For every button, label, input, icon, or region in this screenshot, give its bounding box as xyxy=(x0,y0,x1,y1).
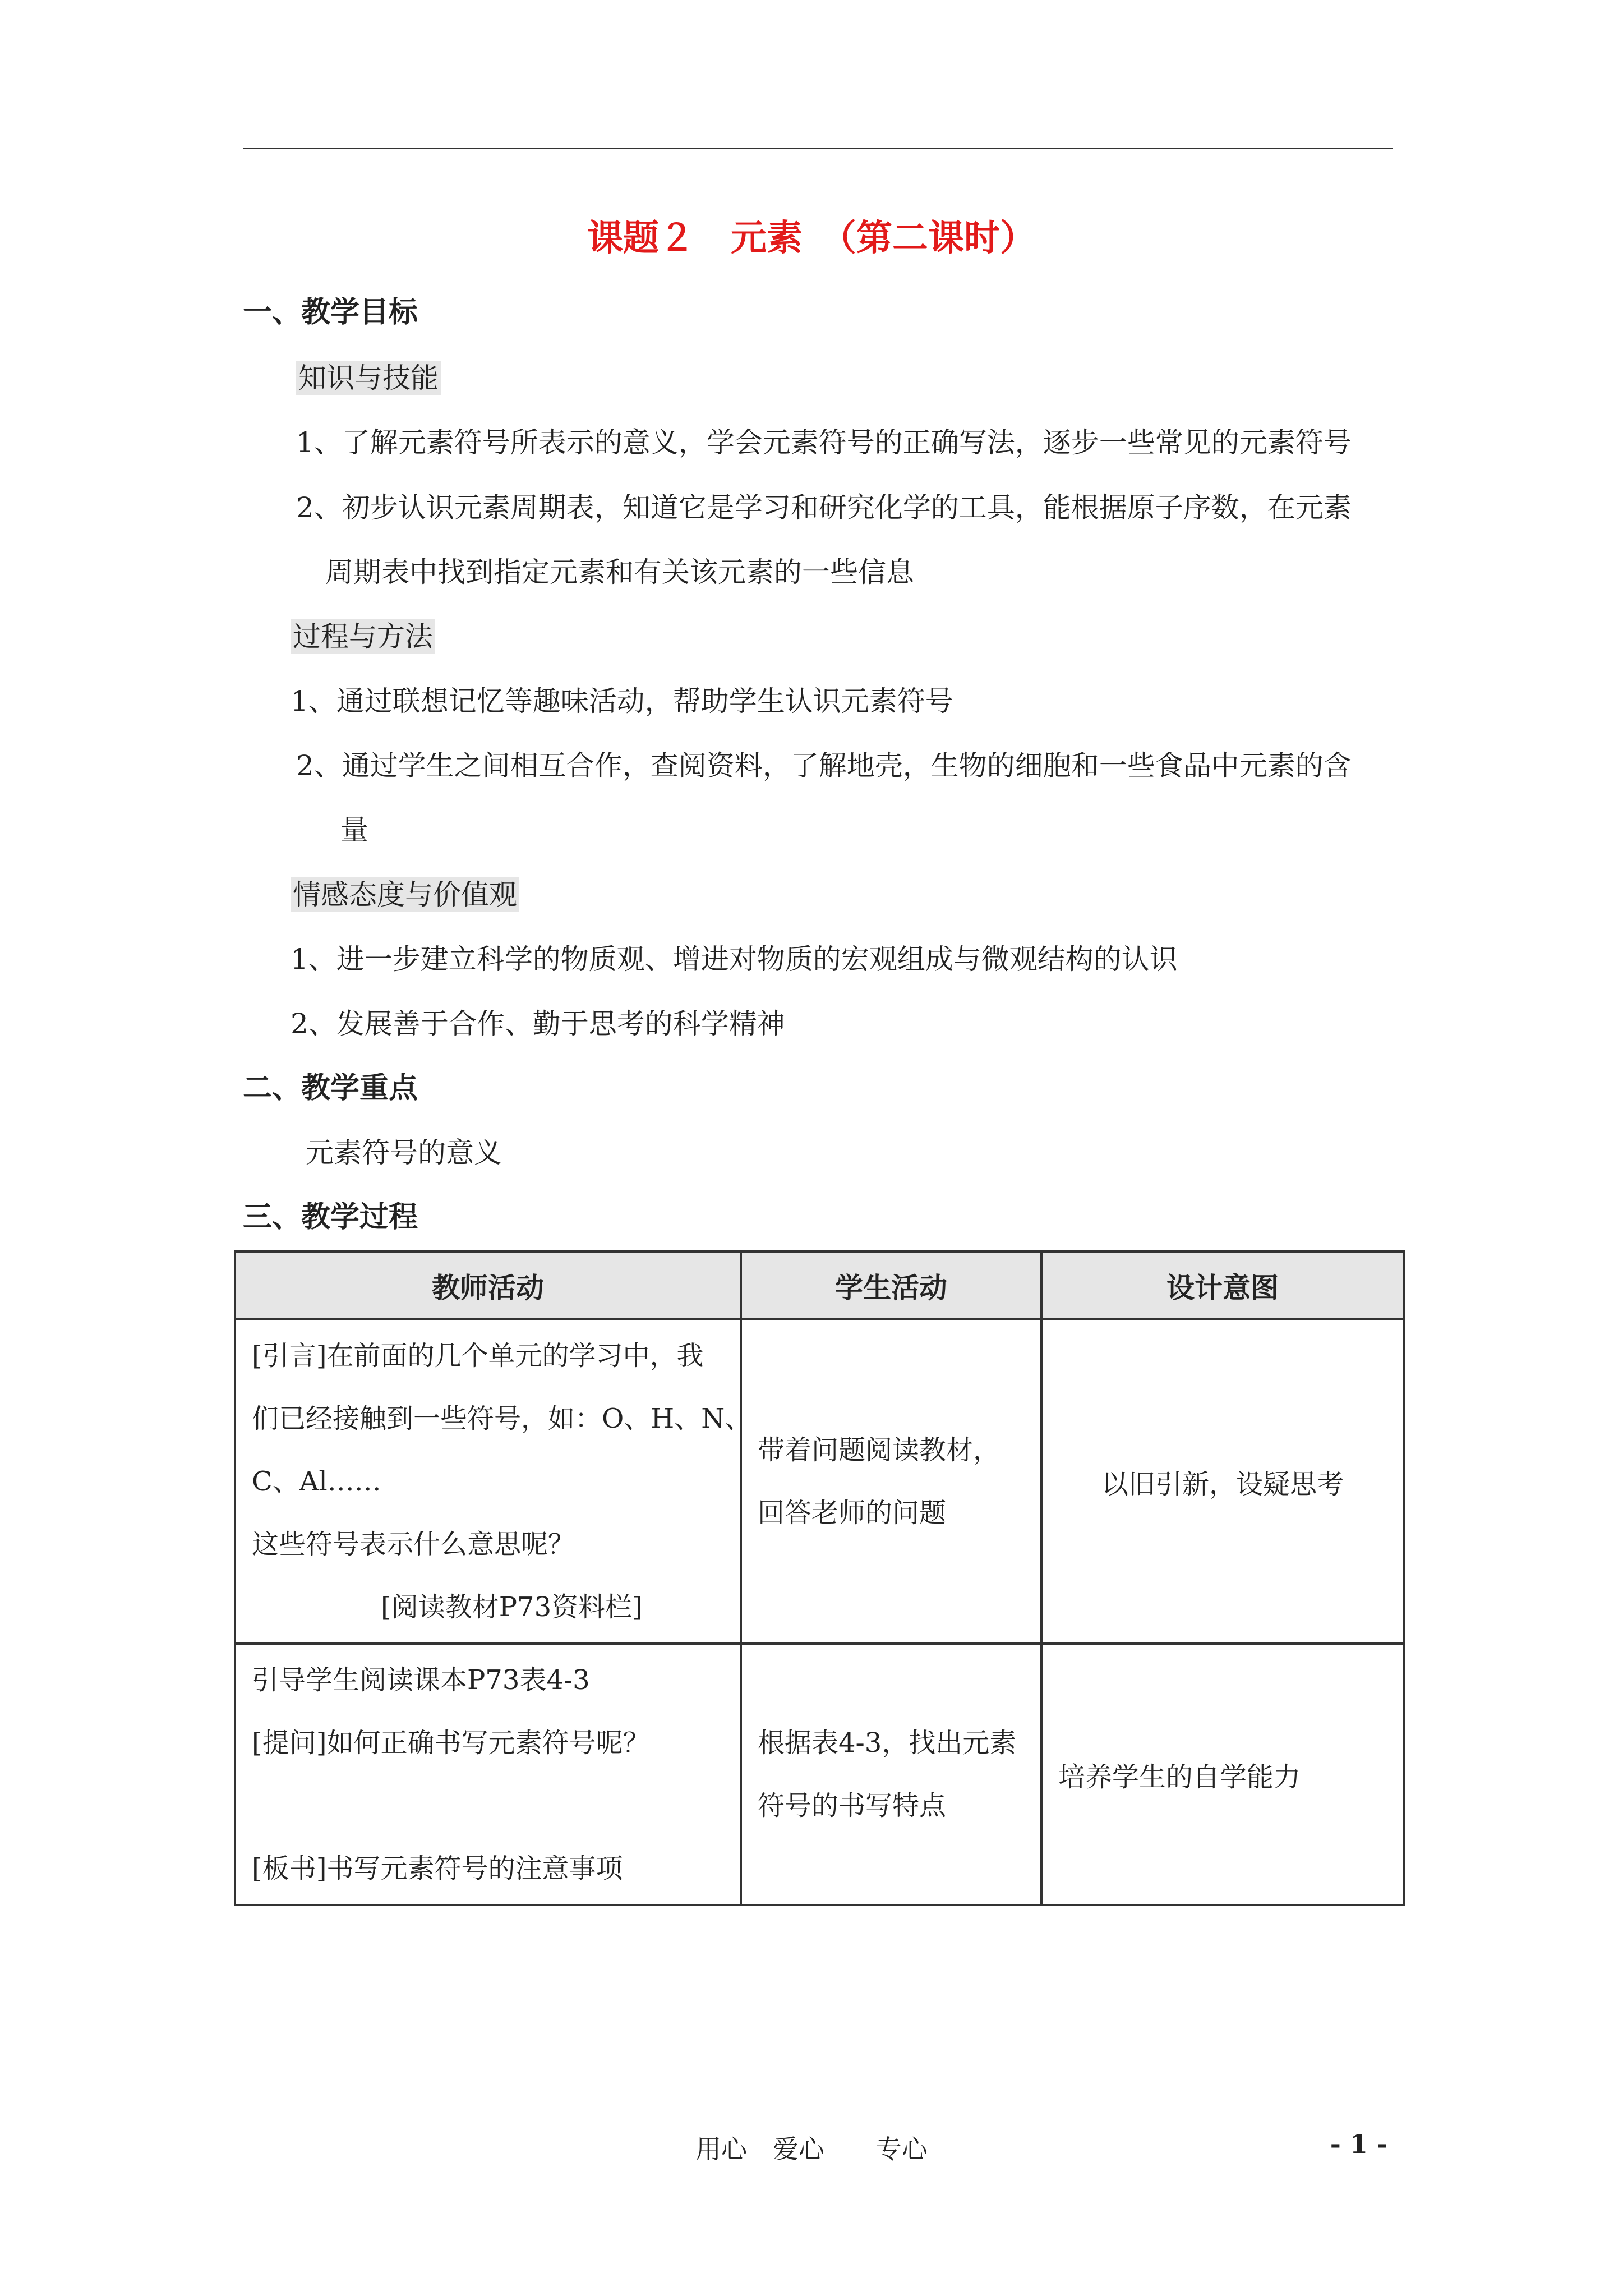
cell-line: 引导学生阅读课本P73表4-3 xyxy=(252,1664,590,1696)
goal-item: 1、了解元素符号所表示的意义，学会元素符号的正确写法，逐步一些常见的元素符号 xyxy=(296,426,1352,459)
student-activity-cell xyxy=(741,1319,1041,1644)
key-point-text: 元素符号的意义 xyxy=(306,1137,502,1169)
cell-line: 这些符号表示什么意思呢？ xyxy=(252,1529,575,1560)
cell-line: [板书]书写元素符号的注意事项 xyxy=(252,1853,623,1884)
table-header-row xyxy=(235,1251,1404,1319)
subheading-attitude: 情感态度与价值观 xyxy=(291,877,519,913)
goal-item: 2、通过学生之间相互合作，查阅资料，了解地壳，生物的细胞和一些食品中元素的含 xyxy=(296,749,1352,782)
teacher-activity-cell xyxy=(235,1644,741,1905)
goal-item: 1、通过联想记忆等趣味活动，帮助学生认识元素符号 xyxy=(291,685,953,717)
table-row xyxy=(235,1319,1404,1644)
subheading-knowledge: 知识与技能 xyxy=(296,360,441,396)
header-rule xyxy=(243,148,1393,149)
header-teacher-activity: 教师活动 xyxy=(235,1251,741,1319)
footer-motto: 用心 爱心 专心 xyxy=(695,2134,928,2164)
page-title: 课题２ 元素 （第二课时） xyxy=(587,217,1036,259)
header-student-activity: 学生活动 xyxy=(741,1251,1041,1319)
goal-item: 2、发展善于合作、勤于思考的科学精神 xyxy=(291,1007,785,1040)
cell-line: 符号的书写特点 xyxy=(758,1790,947,1821)
header-design-intent: 设计意图 xyxy=(1041,1251,1404,1319)
cell-line: 回答老师的问题 xyxy=(758,1497,947,1529)
section-heading-key-points: 二、教学重点 xyxy=(243,1071,418,1105)
cell-line: [阅读教材P73资料栏] xyxy=(381,1591,643,1623)
cell-line: 根据表4-3，找出元素 xyxy=(758,1727,1017,1759)
section-heading-goals: 一、教学目标 xyxy=(243,295,418,329)
goal-item-continued: 量 xyxy=(340,814,368,846)
design-intent-cell: 培养学生的自学能力 xyxy=(1041,1644,1404,1905)
cell-line: [提问]如何正确书写元素符号呢？ xyxy=(252,1727,650,1759)
table-row xyxy=(235,1644,1404,1905)
teacher-activity-cell xyxy=(235,1319,752,1644)
cell-line: C、Al…… xyxy=(252,1466,381,1497)
subheading-process: 过程与方法 xyxy=(291,619,435,655)
goal-item: 1、进一步建立科学的物质观、增进对物质的宏观组成与微观结构的认识 xyxy=(291,943,1178,976)
student-activity-cell xyxy=(741,1644,1041,1905)
section-heading-process: 三、教学过程 xyxy=(243,1200,418,1234)
goal-item: 2、初步认识元素周期表，知道它是学习和研究化学的工具，能根据原子序数，在元素 xyxy=(296,491,1352,524)
cell-line: 带着问题阅读教材， xyxy=(758,1434,1000,1466)
cell-line: [引言]在前面的几个单元的学习中，我 xyxy=(252,1340,704,1372)
design-intent-cell: 以旧引新，设疑思考 xyxy=(1041,1319,1404,1644)
teaching-process-table xyxy=(234,1250,1405,1906)
cell-line xyxy=(252,1774,724,1837)
cell-line: 们已经接触到一些符号，如：O、H、N、 xyxy=(252,1403,752,1434)
goal-item-continued: 周期表中找到指定元素和有关该元素的一些信息 xyxy=(325,556,914,588)
page-number: - 1 - xyxy=(1330,2129,1387,2159)
